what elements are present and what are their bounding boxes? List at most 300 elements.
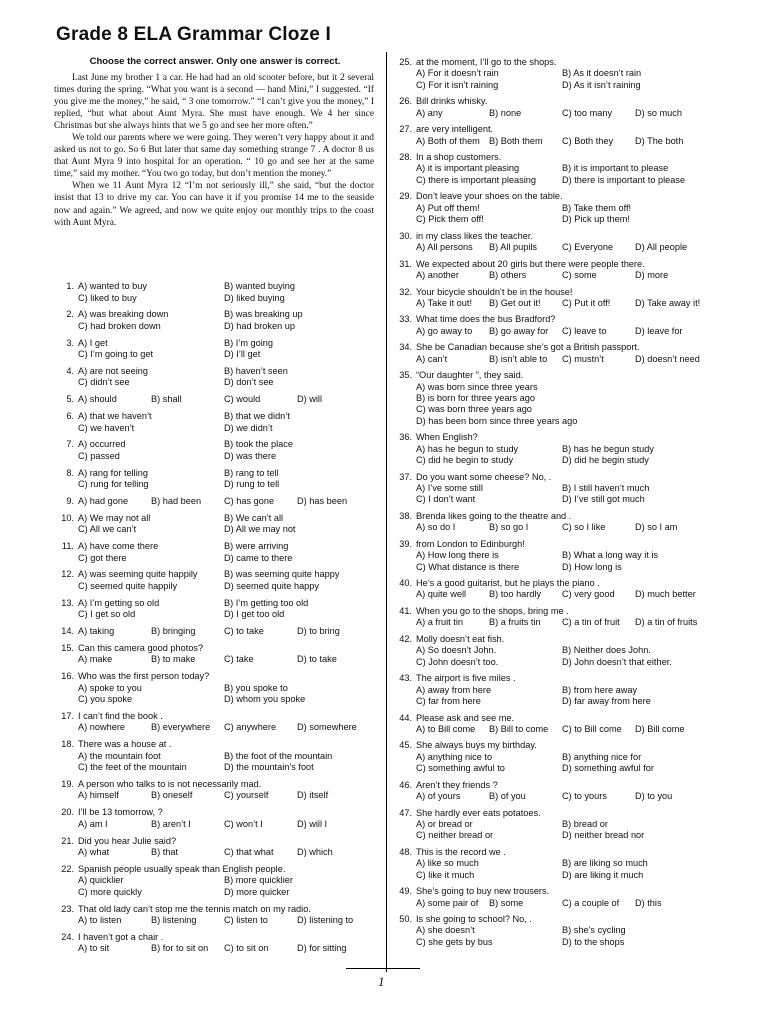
answer-option[interactable]: A) should: [78, 394, 117, 405]
answer-option[interactable]: D) so much: [635, 107, 682, 118]
question-line: [416, 152, 714, 163]
answer-option[interactable]: C) All we can’t: [78, 524, 137, 535]
answer-option[interactable]: B) anything nice for: [562, 751, 642, 762]
answer-option[interactable]: A) I’ve some still: [416, 482, 483, 493]
answer-option[interactable]: C) Both they: [562, 135, 614, 146]
question-line: [78, 451, 376, 463]
answer-option[interactable]: D) a tin of fruits: [635, 617, 698, 628]
question-body: [78, 468, 376, 491]
answer-option[interactable]: D) to you: [635, 791, 673, 802]
question-line: [78, 864, 376, 876]
answer-option[interactable]: A) like so much: [416, 858, 479, 869]
answer-option[interactable]: B) has he begun study: [562, 443, 654, 454]
question-number: 9.: [66, 495, 74, 506]
question-stem: Who was the first person today?: [78, 671, 210, 681]
answer-option[interactable]: D) liked buying: [224, 292, 285, 303]
answer-option[interactable]: C) the feet of the mountain: [78, 762, 187, 773]
answer-option[interactable]: B) for to sit on: [151, 943, 209, 954]
answer-option[interactable]: B) were arriving: [224, 541, 289, 551]
question-line: [416, 673, 714, 684]
answer-option[interactable]: B) Get out it!: [489, 297, 541, 308]
question-stem: She always buys my birthday.: [416, 740, 537, 751]
answer-option[interactable]: D) listening to: [297, 915, 354, 926]
answer-option[interactable]: D) far away from here: [562, 695, 651, 706]
answer-option[interactable]: B) As it doesn’t rain: [562, 68, 642, 79]
question-body: [416, 259, 714, 282]
answer-option[interactable]: D) did he begin study: [562, 455, 649, 466]
answer-option[interactable]: A) nowhere: [78, 722, 125, 733]
answer-option[interactable]: D) to take: [297, 654, 337, 665]
question-stem: We expected about 20 girls but there were people there.: [416, 258, 645, 269]
question-stem: Don’t leave your shoes on the table.: [416, 191, 563, 202]
answer-option[interactable]: B) bringing: [151, 625, 196, 636]
answer-option[interactable]: D) are liking it much: [562, 869, 644, 880]
answer-option[interactable]: B) to make: [151, 654, 196, 665]
answer-option[interactable]: B) are liking so much: [562, 858, 648, 869]
question-line: [416, 937, 714, 948]
answer-option[interactable]: A) she doesn’t: [416, 925, 475, 936]
answer-option[interactable]: D) I’ll get: [224, 349, 261, 360]
answer-option[interactable]: C) rung for telling: [78, 479, 149, 490]
answer-option[interactable]: B) We can’t all: [224, 512, 284, 523]
answer-option[interactable]: C) mustn’t: [562, 353, 604, 364]
answer-option[interactable]: A) Put off them!: [416, 202, 480, 213]
answer-option[interactable]: C) yourself: [224, 790, 269, 801]
question-number: 43.: [399, 673, 412, 684]
question-number: 1.: [66, 281, 74, 291]
question-line: [78, 609, 376, 621]
question-line: [78, 904, 376, 916]
answer-option[interactable]: B) What a long way it is: [562, 550, 658, 561]
answer-option[interactable]: A) away from here: [416, 684, 492, 695]
answer-option[interactable]: C) won’t I: [224, 818, 263, 829]
page-number: 1: [378, 974, 385, 989]
question-body: [78, 541, 376, 564]
answer-option[interactable]: A) anything nice to: [416, 751, 493, 762]
answer-option[interactable]: A) All persons: [416, 242, 473, 253]
answer-option[interactable]: B) that: [151, 847, 179, 857]
answer-option[interactable]: D) Take away it!: [635, 297, 701, 308]
answer-option[interactable]: C) so I like: [562, 522, 606, 533]
answer-option[interactable]: B) All pupils: [489, 242, 538, 253]
answer-option[interactable]: D) don’t see: [224, 377, 274, 388]
question-line: [78, 513, 376, 525]
answer-option[interactable]: D) rung to tell: [224, 479, 280, 490]
question-line: [78, 751, 376, 763]
question-number: 31.: [399, 258, 412, 269]
answer-option[interactable]: A) had gone: [78, 495, 129, 506]
answer-option[interactable]: C) to sit on: [224, 943, 269, 954]
question-number: 11.: [61, 541, 74, 551]
answer-option[interactable]: C) too many: [562, 107, 613, 118]
question-stem: Please ask and see me.: [416, 712, 515, 723]
answer-option[interactable]: C) like it much: [416, 869, 475, 880]
answer-option[interactable]: B) was breaking up: [224, 309, 303, 320]
question-stem: Brenda likes going to the theatre and .: [416, 510, 572, 521]
question-body: [78, 338, 376, 361]
answer-option[interactable]: A) it is important pleasing: [416, 163, 520, 174]
answer-option[interactable]: A) I’m getting so old: [78, 597, 160, 608]
answer-option[interactable]: C) seemed quite happily: [78, 580, 178, 591]
answer-option[interactable]: A) quicklier: [78, 875, 124, 886]
question-body: [416, 578, 714, 601]
question-stem: What time does the bus Bradford?: [416, 314, 556, 325]
question-line: [416, 57, 714, 68]
question-line: [78, 394, 376, 406]
question-line: [416, 617, 714, 628]
question-line: [78, 468, 376, 480]
answer-option[interactable]: C) Pick them off!: [416, 214, 484, 225]
question-body: [416, 57, 714, 91]
question-line: [78, 739, 376, 751]
answer-option[interactable]: D) something awful for: [562, 763, 654, 774]
answer-option[interactable]: B) none: [489, 107, 522, 118]
answer-option[interactable]: B) I’m going: [224, 337, 274, 348]
answer-option[interactable]: D) doesn’t need: [635, 353, 700, 364]
question-line: [416, 589, 714, 600]
answer-option[interactable]: A) quite well: [416, 589, 467, 600]
question-line: [416, 483, 714, 494]
question-line: [78, 943, 376, 955]
question-line: [78, 338, 376, 350]
answer-option[interactable]: A) a fruit tin: [416, 617, 463, 628]
question-line: [416, 713, 714, 724]
question-number: 28.: [399, 152, 412, 163]
answer-option[interactable]: C) I don’t want: [416, 494, 476, 505]
question-body: [416, 539, 714, 573]
answer-option[interactable]: A) are not seeing: [78, 365, 148, 376]
answer-option[interactable]: B) Both them: [489, 135, 543, 146]
question-number: 41.: [399, 606, 412, 616]
answer-option[interactable]: B) Neither does John.: [562, 645, 651, 656]
answer-option[interactable]: D) I get too old: [224, 609, 285, 620]
answer-option[interactable]: D) How long is: [562, 561, 622, 572]
answer-option[interactable]: B) took the place: [224, 439, 293, 450]
question-line: [416, 685, 714, 696]
answer-option[interactable]: C) far from here: [416, 695, 481, 706]
question-line: [78, 819, 376, 831]
answer-option[interactable]: A) We may not all: [78, 512, 151, 523]
answer-option[interactable]: C) neither bread or: [416, 830, 494, 841]
question-line: [416, 444, 714, 455]
answer-option[interactable]: B) more quicklier: [224, 875, 293, 886]
question-number: 37.: [399, 471, 412, 482]
answer-option[interactable]: B) oneself: [151, 790, 193, 801]
answer-option[interactable]: D) has been: [297, 495, 348, 506]
question-body: [416, 370, 714, 427]
answer-option[interactable]: B) of you: [489, 791, 526, 802]
answer-option[interactable]: D) the mountain’s foot: [224, 762, 314, 773]
question-body: [416, 124, 714, 147]
answer-option[interactable]: C) had broken down: [78, 320, 161, 331]
question-line: [416, 898, 714, 909]
answer-option[interactable]: B) too hardly: [489, 589, 542, 600]
answer-option[interactable]: C) to Bill come: [562, 723, 622, 734]
question-stem: I haven’t got a chair .: [78, 931, 164, 942]
question-line: [78, 293, 376, 305]
answer-option[interactable]: C) we haven’t: [78, 422, 135, 433]
answer-option[interactable]: A) am I: [78, 818, 108, 829]
answer-option[interactable]: D) much better: [635, 589, 696, 600]
answer-option[interactable]: C) you spoke: [78, 694, 133, 704]
answer-option[interactable]: C) that what: [224, 847, 274, 857]
answer-option[interactable]: C) John doesn’t too.: [416, 656, 499, 667]
answer-option[interactable]: C) something awful to: [416, 763, 505, 774]
answer-option[interactable]: D) which: [297, 847, 333, 857]
question-line: [416, 80, 714, 91]
answer-option[interactable]: A) to sit: [78, 943, 110, 954]
question-number: 24.: [61, 931, 74, 942]
answer-option[interactable]: D) Pick up them!: [562, 214, 630, 225]
answer-option[interactable]: C) did he begin to study: [416, 455, 514, 466]
answer-option[interactable]: C) leave to: [562, 325, 607, 336]
answer-option[interactable]: A) himself: [78, 790, 119, 801]
question-stem: She hardly ever eats potatoes.: [416, 807, 541, 818]
answer-option[interactable]: D) had broken up: [224, 320, 295, 331]
answer-option[interactable]: A) have come there: [78, 541, 159, 551]
answer-option[interactable]: C) Everyone: [562, 242, 614, 253]
question-line: [416, 393, 714, 404]
answer-option[interactable]: A) any: [416, 107, 443, 118]
question-stem: Bill drinks whisky.: [416, 96, 488, 107]
question-body: [416, 472, 714, 506]
answer-option[interactable]: A) occurred: [78, 439, 126, 450]
answer-option[interactable]: D) this: [635, 897, 662, 908]
question-line: [416, 314, 714, 325]
answer-option[interactable]: A) of yours: [416, 791, 461, 802]
question-body: [416, 740, 714, 774]
question-body: [416, 780, 714, 803]
answer-option[interactable]: C) listen to: [224, 915, 268, 926]
answer-option[interactable]: C) there is important pleasing: [416, 174, 537, 185]
question-body: [78, 281, 376, 304]
question-line: [78, 581, 376, 593]
question-line: [416, 455, 714, 466]
question-line: [78, 411, 376, 423]
question-line: [416, 231, 714, 242]
answer-option[interactable]: D) more: [635, 269, 669, 280]
answer-option[interactable]: B) wanted buying: [224, 281, 295, 291]
question-line: [78, 875, 376, 887]
answer-option[interactable]: C) more quickly: [78, 886, 142, 897]
answer-option[interactable]: C) take: [224, 654, 254, 665]
answer-option[interactable]: A) wanted to buy: [78, 281, 147, 291]
answer-option[interactable]: B) Bill to come: [489, 723, 549, 734]
answer-option[interactable]: B) from here away: [562, 684, 638, 695]
question-line: [78, 479, 376, 491]
answer-option[interactable]: B) I’m getting too old: [224, 597, 309, 608]
answer-option[interactable]: D) itself: [297, 790, 329, 801]
answer-option[interactable]: C) Put it off!: [562, 297, 611, 308]
answer-option[interactable]: B) bread or: [562, 818, 608, 829]
question-stem: Spanish people usually speak than English people.: [78, 863, 286, 874]
answer-option[interactable]: A) what: [78, 847, 110, 857]
answer-option[interactable]: D) to the shops: [562, 936, 625, 947]
question-line: [416, 657, 714, 668]
answer-option[interactable]: B) a fruits tin: [489, 617, 541, 628]
answer-option[interactable]: D) there is important to please: [562, 174, 686, 185]
answer-option[interactable]: B) shall: [151, 394, 182, 405]
answer-option[interactable]: A) For it doesn’t rain: [416, 68, 499, 79]
question-line: [78, 321, 376, 333]
question-body: [78, 711, 376, 734]
question-stem: D) has been born since three years ago: [416, 415, 578, 426]
answer-option[interactable]: C) anywhere: [224, 722, 277, 733]
answer-option[interactable]: C) to take: [224, 625, 264, 636]
answer-option[interactable]: A) some pair of: [416, 897, 479, 908]
question-number: 34.: [399, 342, 412, 353]
answer-option[interactable]: D) somewhere: [297, 722, 357, 733]
question-number: 47.: [399, 807, 412, 818]
answer-option[interactable]: A) How long there is: [416, 550, 499, 561]
footer-rule: [346, 968, 420, 969]
answer-option[interactable]: A) Take it out!: [416, 297, 473, 308]
answer-option[interactable]: B) she’s cycling: [562, 925, 626, 936]
answer-option[interactable]: B) isn’t able to: [489, 353, 548, 364]
answer-option[interactable]: B) haven’t seen: [224, 365, 288, 376]
answer-option[interactable]: D) will I: [297, 818, 328, 829]
question-line: [78, 654, 376, 666]
question-number: 33.: [399, 314, 412, 325]
answer-option[interactable]: C) very good: [562, 589, 615, 600]
answer-option[interactable]: C) I get so old: [78, 609, 136, 620]
answer-option[interactable]: C) didn’t see: [78, 377, 130, 388]
answer-option[interactable]: B) some: [489, 897, 524, 908]
question-body: [78, 807, 376, 830]
answer-option[interactable]: D) more quicker: [224, 886, 290, 897]
answer-option[interactable]: C) to yours: [562, 791, 607, 802]
answer-option[interactable]: A) can’t: [416, 353, 448, 364]
question-line: [416, 382, 714, 393]
question-number: 32.: [399, 286, 412, 297]
answer-option[interactable]: D) neither bread nor: [562, 830, 645, 841]
answer-option[interactable]: B) aren’t I: [151, 818, 191, 829]
answer-option[interactable]: D) was there: [224, 450, 277, 461]
question-number: 18.: [61, 739, 74, 750]
question-line: [416, 136, 714, 147]
answer-option[interactable]: D) for sitting: [297, 943, 347, 954]
answer-option[interactable]: A) another: [416, 269, 459, 280]
answer-option[interactable]: D) leave for: [635, 325, 683, 336]
question-stem: That old lady can’t stop me the tennis match on my radio.: [78, 903, 311, 914]
answer-option[interactable]: B) listening: [151, 915, 197, 926]
question-body: [78, 569, 376, 592]
answer-option[interactable]: A) was seeming quite happily: [78, 569, 198, 580]
answer-option[interactable]: A) rang for telling: [78, 467, 148, 478]
answer-option[interactable]: D) came to there: [224, 552, 293, 563]
answer-option[interactable]: B) you spoke to: [224, 682, 288, 693]
answer-option[interactable]: D) The both: [635, 135, 684, 146]
answer-option[interactable]: C) some: [562, 269, 597, 280]
answer-option[interactable]: A) go away to: [416, 325, 473, 336]
question-stem: Do you want some cheese? No, .: [416, 471, 552, 482]
question-line: [78, 932, 376, 944]
answer-option[interactable]: A) to Bill come: [416, 723, 476, 734]
answer-option[interactable]: D) Bill come: [635, 723, 685, 734]
answer-option[interactable]: C) she gets by bus: [416, 936, 493, 947]
answer-option[interactable]: B) go away for: [489, 325, 549, 336]
question-number: 3.: [66, 337, 74, 348]
answer-option[interactable]: D) so I am: [635, 522, 678, 533]
answer-option[interactable]: B) I still haven’t much: [562, 482, 650, 493]
answer-option[interactable]: C) a couple of: [562, 897, 620, 908]
question-line: [416, 550, 714, 561]
answer-option[interactable]: B) it is important to please: [562, 163, 669, 174]
answer-option[interactable]: C) What distance is there: [416, 561, 520, 572]
answer-option[interactable]: B) was seeming quite happy: [224, 569, 340, 580]
question-body: [416, 511, 714, 534]
answer-option[interactable]: A) I get: [78, 337, 108, 348]
answer-option[interactable]: A) that we haven’t: [78, 411, 152, 421]
answer-option[interactable]: A) so do I: [416, 522, 456, 533]
answer-option[interactable]: A) taking: [78, 625, 115, 636]
answer-option[interactable]: B) Take them off!: [562, 202, 632, 213]
question-number: 21.: [61, 835, 74, 846]
answer-option[interactable]: B) rang to tell: [224, 467, 279, 478]
answer-option[interactable]: D) All we may not: [224, 524, 296, 535]
answer-option[interactable]: A) the mountain foot: [78, 750, 161, 761]
answer-option[interactable]: D) will: [297, 394, 323, 405]
question-line: [78, 569, 376, 581]
question-line: [78, 779, 376, 791]
answer-option[interactable]: A) make: [78, 654, 113, 665]
question-number: 10.: [61, 512, 74, 523]
question-number: 36.: [399, 432, 412, 443]
answer-option[interactable]: B) that we didn’t: [224, 411, 290, 421]
answer-option[interactable]: A) to listen: [78, 915, 122, 926]
answer-option[interactable]: C) liked to buy: [78, 292, 137, 303]
answer-option[interactable]: A) or bread or: [416, 818, 473, 829]
answer-option[interactable]: D) I’ve still got much: [562, 494, 645, 505]
answer-option[interactable]: C) I’m going to get: [78, 349, 154, 360]
answer-option[interactable]: B) the foot of the mountain: [224, 750, 333, 761]
question-line: [416, 522, 714, 533]
answer-option[interactable]: B) so go I: [489, 522, 529, 533]
answer-option[interactable]: A) So doesn’t John.: [416, 645, 497, 656]
question-line: [78, 541, 376, 553]
question-line: [78, 790, 376, 802]
question-body: [416, 191, 714, 225]
question-body: [416, 314, 714, 337]
answer-option[interactable]: D) All people: [635, 242, 688, 253]
question-line: [416, 925, 714, 936]
answer-option[interactable]: C) would: [224, 394, 261, 405]
answer-option[interactable]: D) we didn’t: [224, 422, 273, 433]
answer-option[interactable]: C) passed: [78, 450, 120, 461]
answer-option[interactable]: B) others: [489, 269, 527, 280]
question-number: 25.: [399, 57, 412, 67]
answer-option[interactable]: C) got there: [78, 552, 127, 563]
question-number: 6.: [66, 411, 74, 421]
answer-option[interactable]: A) was breaking down: [78, 309, 169, 320]
question-line: [78, 807, 376, 819]
answer-option[interactable]: D) whom you spoke: [224, 694, 306, 704]
answer-option[interactable]: A) has he begun to study: [416, 443, 519, 454]
answer-option[interactable]: A) spoke to you: [78, 682, 142, 693]
answer-option[interactable]: C) has gone: [224, 495, 275, 506]
question-number: 29.: [399, 191, 412, 202]
answer-option[interactable]: B) everywhere: [151, 722, 211, 733]
answer-option[interactable]: D) As it isn’t raining: [562, 79, 641, 90]
answer-option[interactable]: C) For it isn’t raining: [416, 79, 499, 90]
answer-option[interactable]: D) to bring: [297, 625, 340, 636]
answer-option[interactable]: A) Both of them: [416, 135, 480, 146]
answer-option[interactable]: C) a tin of fruit: [562, 617, 620, 628]
answer-option[interactable]: B) had been: [151, 495, 202, 506]
answer-option[interactable]: D) seemed quite happy: [224, 580, 319, 591]
question-number: 35.: [399, 370, 412, 381]
answer-option[interactable]: D) John doesn’t that either.: [562, 656, 672, 667]
